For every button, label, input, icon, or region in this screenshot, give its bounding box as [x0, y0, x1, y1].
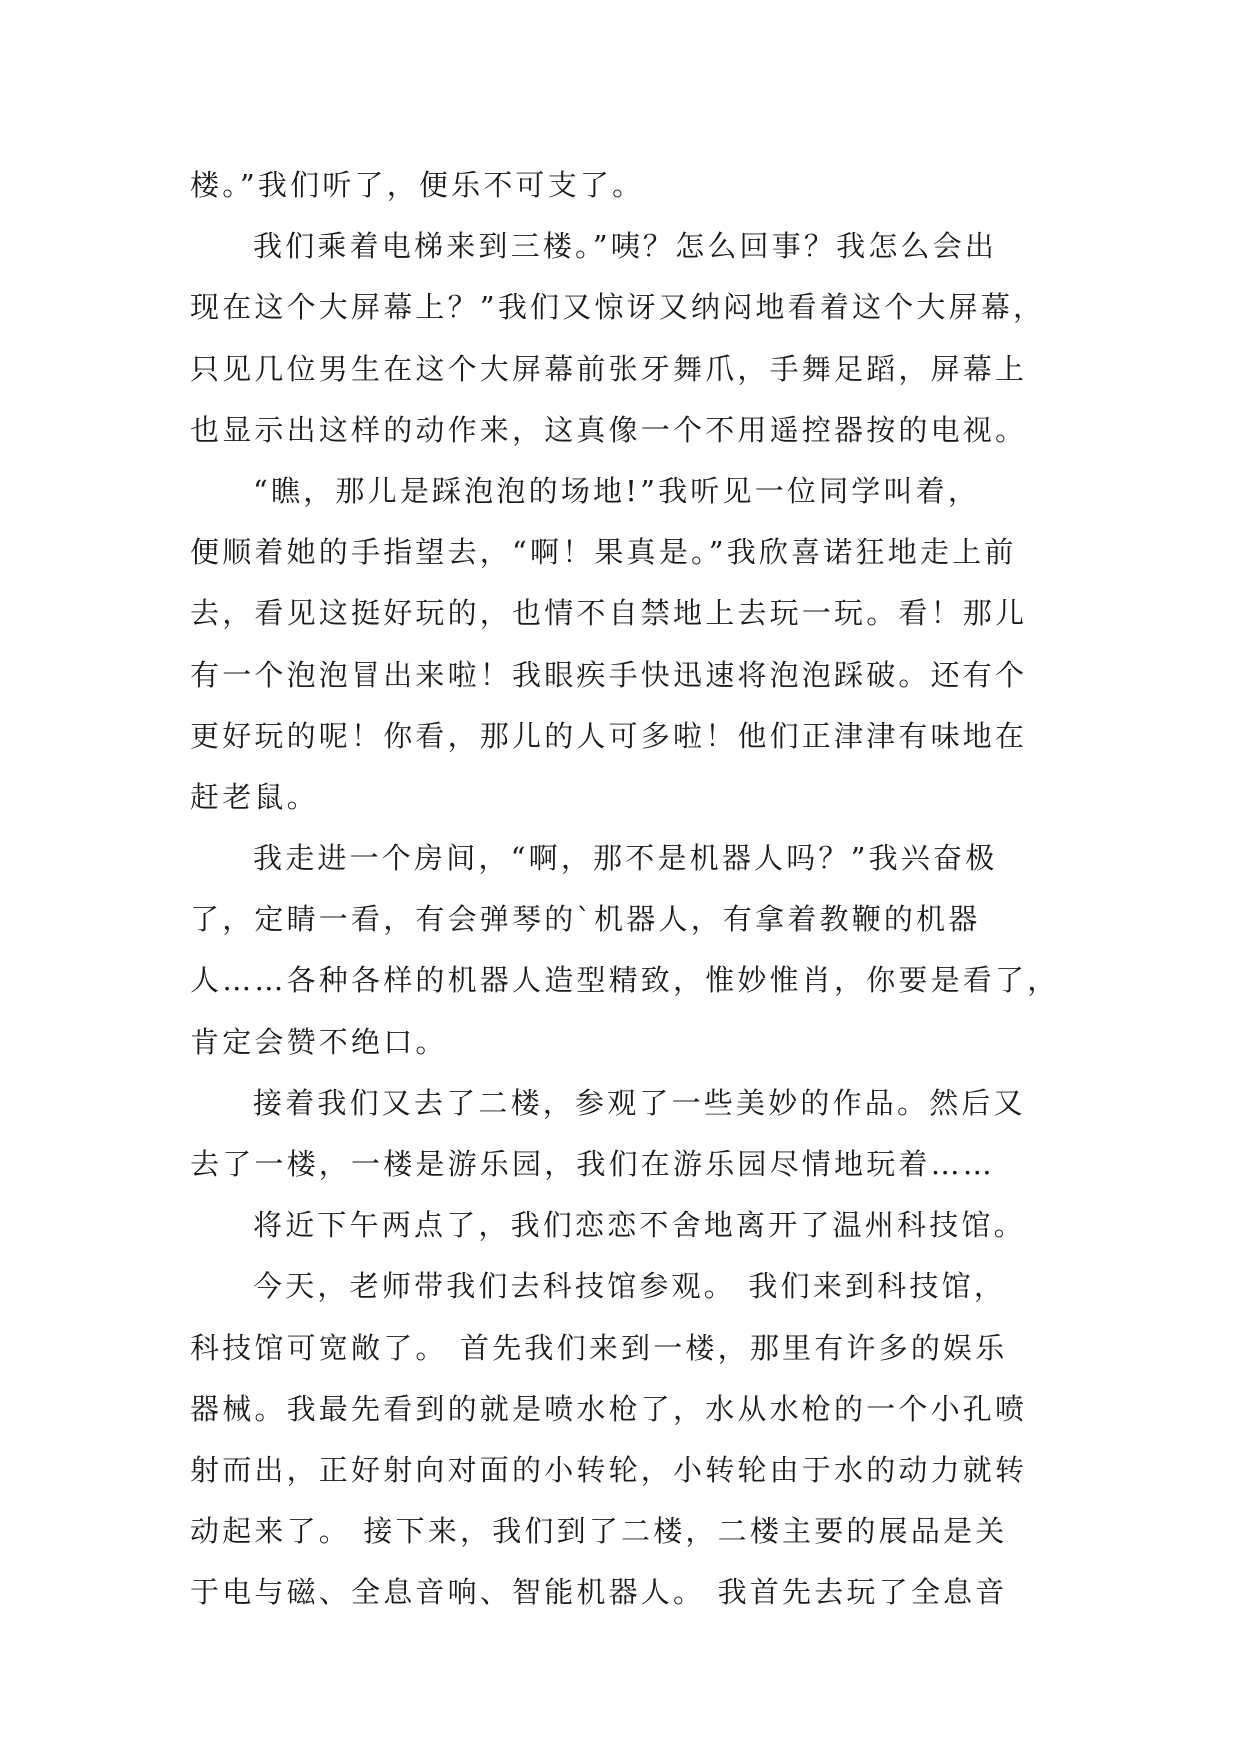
- text-line: 动起来了。 接下来，我们到了二楼，二楼主要的展品是关: [190, 1514, 1008, 1549]
- paragraph-start-line: 我们乘着电梯来到三楼。”咦？怎么回事？我怎么会出: [253, 229, 998, 264]
- text-line: 楼。”我们听了，便乐不可支了。: [190, 168, 645, 202]
- body-text: [190, 155, 1090, 1624]
- text-line: 赶老鼠。: [190, 779, 319, 814]
- paragraph-start-line: “瞧，那儿是踩泡泡的场地!”我听见一位同学叫着，: [253, 473, 981, 508]
- text-line: 科技馆可宽敞了。 首先我们来到一楼，那里有许多的娱乐: [190, 1330, 1008, 1365]
- text-line: 器械。我最先看到的就是喷水枪了，水从水枪的一个小孔喷: [190, 1391, 1028, 1426]
- text-line: 射而出，正好射向对面的小转轮，小转轮由于水的动力就转: [190, 1452, 1028, 1487]
- text-line: 去，看见这挺好玩的，也情不自禁地上去玩一玩。看！那儿: [190, 596, 1028, 631]
- text-line: 便顺着她的手指望去，“啊！果真是。”我欣喜诺狂地走上前: [190, 535, 1017, 570]
- text-line: 人……各种各样的机器人造型精致，惟妙惟肖，你要是看了，: [190, 963, 1060, 998]
- text-line: 于电与磁、全息音响、智能机器人。 我首先去玩了全息音: [190, 1575, 1008, 1610]
- text-line: 现在这个大屏幕上？”我们又惊讶又纳闷地看着这个大屏幕，: [190, 290, 1046, 325]
- text-line: 更好玩的呢！你看，那儿的人可多啦！他们正津津有味地在: [190, 718, 1028, 753]
- text-line: 了，定睛一看，有会弹琴的`机器人，有拿着教鞭的机器: [190, 902, 981, 937]
- paragraph-start-line: 接着我们又去了二楼，参观了一些美妙的作品。然后又: [253, 1085, 1026, 1120]
- paragraph-start-line: 我走进一个房间，“啊，那不是机器人吗？”我兴奋极: [253, 841, 998, 876]
- paragraph-start-line: 今天，老师带我们去科技馆参观。 我们来到科技馆，: [253, 1269, 1007, 1304]
- text-line: 肯定会赞不绝口。: [190, 1024, 448, 1059]
- text-line: 去了一楼，一楼是游乐园，我们在游乐园尽情地玩着……: [190, 1147, 996, 1181]
- text-line: 有一个泡泡冒出来啦！我眼疾手快迅速将泡泡踩破。还有个: [190, 657, 1028, 692]
- text-line: 只见几位男生在这个大屏幕前张牙舞爪，手舞足蹈，屏幕上: [190, 351, 1028, 386]
- paragraph-start-line: 将近下午两点了，我们恋恋不舍地离开了温州科技馆。: [253, 1208, 1026, 1243]
- text-line: 也显示出这样的动作来，这真像一个不用遥控器按的电视。: [190, 412, 1028, 447]
